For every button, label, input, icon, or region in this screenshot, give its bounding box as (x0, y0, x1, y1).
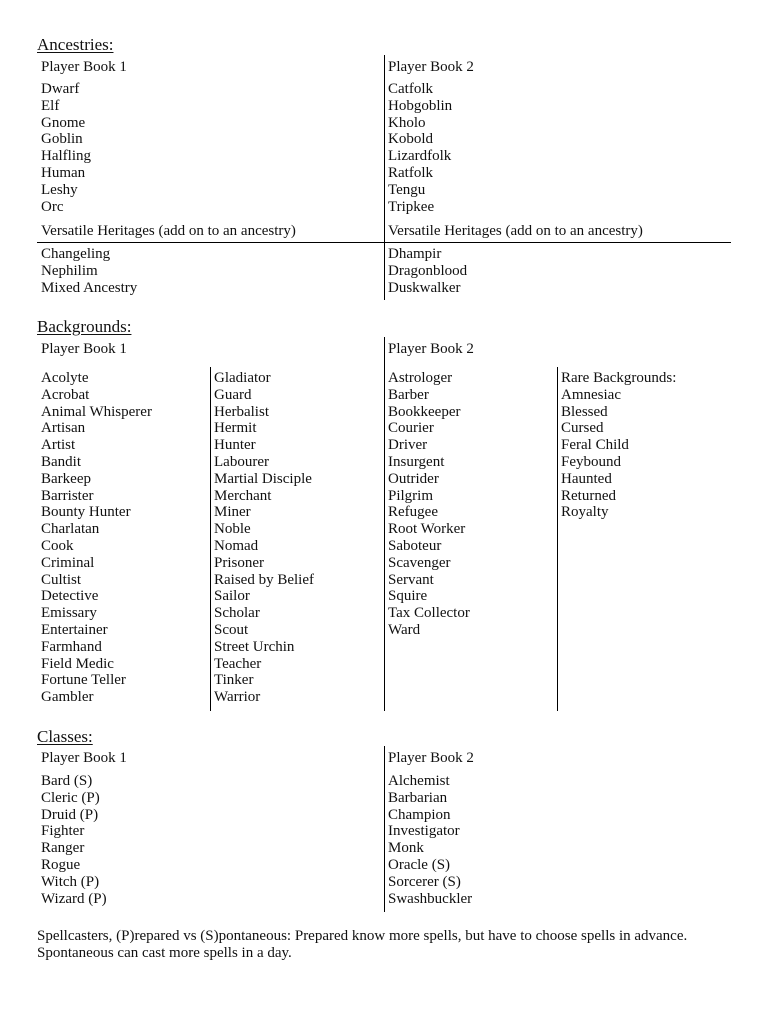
list-item: Returned (561, 487, 616, 504)
list-item: Champion (388, 806, 451, 823)
list-item: Sailor (214, 588, 250, 605)
list-item: Servant (388, 571, 434, 588)
list-item: Animal Whisperer (41, 403, 152, 420)
list-item: Monk (388, 840, 424, 857)
list-item: Blessed (561, 403, 608, 420)
list-item: Outrider (388, 470, 439, 487)
list-item: Halfling (41, 148, 91, 165)
list-item: Witch (P) (41, 873, 100, 890)
list-item: Emissary (41, 605, 97, 622)
list-item: Miner (214, 504, 251, 521)
ancestries-book2-label: Player Book 2 (388, 59, 474, 75)
list-item: Bard (S) (41, 773, 93, 789)
list-item: Tengu (388, 181, 426, 198)
list-item: Catfolk (388, 81, 433, 97)
classes-heading: Classes: (37, 727, 93, 746)
list-item: Artist (41, 437, 76, 454)
list-item: Sorcerer (S) (388, 873, 461, 890)
ancestries-heritage-divider (37, 242, 731, 243)
list-item: Farmhand (41, 638, 102, 655)
list-item: Root Worker (388, 521, 466, 538)
classes-book1-label: Player Book 1 (41, 750, 127, 766)
classes-book1-list (41, 773, 107, 907)
list-item: Hermit (214, 420, 257, 437)
list-item: Field Medic (41, 655, 114, 672)
list-item: Squire (388, 588, 428, 605)
list-item: Cursed (561, 420, 604, 437)
list-item: Changeling (41, 246, 111, 262)
list-item: Haunted (561, 470, 612, 487)
list-item: Barrister (41, 487, 94, 504)
list-item: Gladiator (214, 370, 271, 386)
list-item: Goblin (41, 131, 83, 148)
list-item: Tinker (214, 672, 254, 689)
list-item: Detective (41, 588, 99, 605)
list-item: Charlatan (41, 521, 100, 538)
list-item: Ratfolk (388, 164, 433, 181)
list-item: Raised by Belief (214, 571, 314, 588)
ancestries-column-divider (384, 55, 385, 300)
list-item: Amnesiac (561, 386, 621, 403)
list-item: Insurgent (388, 453, 445, 470)
list-item: Feybound (561, 453, 621, 470)
backgrounds-book2-label: Player Book 2 (388, 341, 474, 357)
list-item: Prisoner (214, 554, 264, 571)
list-item: Nomad (214, 537, 259, 554)
list-item: Oracle (S) (388, 856, 451, 873)
list-item: Gnome (41, 114, 86, 131)
list-item: Entertainer (41, 621, 108, 638)
classes-book2-list (388, 773, 472, 907)
backgrounds-book1-list-a (41, 370, 152, 706)
list-item: Saboteur (388, 537, 442, 554)
list-item: Guard (214, 386, 252, 403)
backgrounds-heading: Backgrounds: (37, 317, 132, 336)
ancestries-book1-label: Player Book 1 (41, 59, 127, 75)
list-item: Kobold (388, 131, 433, 148)
list-item: Criminal (41, 554, 95, 571)
list-item: Druid (P) (41, 806, 99, 823)
ancestries-book2-list (388, 81, 452, 215)
backgrounds-book-divider (384, 337, 385, 711)
list-item: Tax Collector (388, 605, 470, 622)
list-item: Kholo (388, 114, 426, 131)
list-item: Tripkee (388, 198, 435, 215)
backgrounds-book2-list (388, 370, 470, 639)
list-item: Duskwalker (388, 279, 461, 296)
list-item: Cook (41, 537, 74, 554)
list-item: Scholar (214, 605, 260, 622)
list-item: Astrologer (388, 370, 453, 386)
rare-backgrounds-list (561, 370, 676, 521)
list-item: Bookkeeper (388, 403, 461, 420)
backgrounds-book1-label: Player Book 1 (41, 341, 127, 357)
list-item: Dragonblood (388, 262, 468, 279)
list-item: Alchemist (388, 773, 450, 789)
ancestries-book1-list (41, 81, 91, 215)
heritages-list-2 (388, 246, 467, 296)
list-item: Leshy (41, 181, 78, 198)
list-item: Barber (388, 386, 429, 403)
list-item: Feral Child (561, 437, 629, 454)
ancestries-heading: Ancestries: (37, 35, 114, 54)
list-item: Wizard (P) (41, 890, 107, 907)
list-item: Mixed Ancestry (41, 279, 138, 296)
list-item: Orc (41, 198, 64, 215)
list-item: Bandit (41, 453, 81, 470)
backgrounds-book2-column-divider (557, 367, 558, 711)
rare-backgrounds-label: Rare Backgrounds: (561, 370, 677, 386)
list-item: Acolyte (41, 370, 89, 386)
list-item: Cultist (41, 571, 82, 588)
list-item: Elf (41, 97, 60, 114)
backgrounds-book1-list-b (214, 370, 314, 706)
list-item: Labourer (214, 453, 269, 470)
classes-book2-label: Player Book 2 (388, 750, 474, 766)
list-item: Nephilim (41, 262, 98, 279)
list-item: Street Urchin (214, 638, 295, 655)
list-item: Scout (214, 621, 249, 638)
list-item: Courier (388, 420, 434, 437)
list-item: Human (41, 164, 86, 181)
list-item: Lizardfolk (388, 148, 452, 165)
list-item: Scavenger (388, 554, 451, 571)
list-item: Driver (388, 437, 428, 454)
list-item: Investigator (388, 823, 460, 840)
list-item: Noble (214, 521, 251, 538)
list-item: Fighter (41, 823, 85, 840)
list-item: Hunter (214, 437, 256, 454)
heritages-label-1: Versatile Heritages (add on to an ancestry) (41, 223, 296, 239)
list-item: Dwarf (41, 81, 80, 97)
list-item: Rogue (41, 856, 81, 873)
list-item: Barkeep (41, 470, 91, 487)
list-item: Bounty Hunter (41, 504, 131, 521)
list-item: Ranger (41, 840, 85, 857)
list-item: Hobgoblin (388, 97, 453, 114)
list-item: Martial Disciple (214, 470, 312, 487)
spellcaster-note: Spellcasters, (P)repared vs (S)pontaneous: Prepared know more spells, but have to choose spells in advance. Spontaneous can cast more spells in a day. (37, 928, 688, 961)
list-item: Swashbuckler (388, 890, 473, 907)
list-item: Artisan (41, 420, 86, 437)
list-item: Barbarian (388, 789, 448, 806)
list-item: Pilgrim (388, 487, 434, 504)
heritages-list-1 (41, 246, 137, 296)
list-item: Acrobat (41, 386, 90, 403)
backgrounds-book1-column-divider (210, 367, 211, 711)
list-item: Teacher (214, 655, 262, 672)
list-item: Cleric (P) (41, 789, 100, 806)
list-item: Dhampir (388, 246, 442, 262)
list-item: Royalty (561, 504, 609, 521)
list-item: Fortune Teller (41, 672, 126, 689)
list-item: Ward (388, 621, 421, 638)
heritages-label-2: Versatile Heritages (add on to an ancestry) (388, 223, 643, 239)
list-item: Warrior (214, 689, 261, 706)
list-item: Refugee (388, 504, 438, 521)
list-item: Gambler (41, 689, 94, 706)
classes-column-divider (384, 746, 385, 912)
list-item: Merchant (214, 487, 272, 504)
list-item: Herbalist (214, 403, 269, 420)
